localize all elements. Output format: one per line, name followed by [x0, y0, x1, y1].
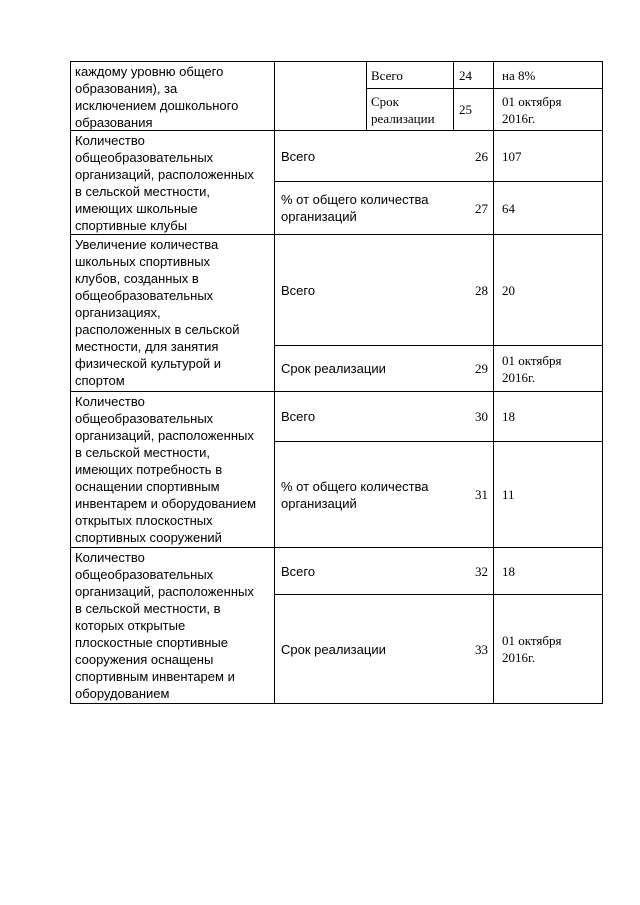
- r1-description: каждому уровню общего образования), за исключением дошкольного образования: [75, 64, 239, 130]
- r3-sub2-number: 29: [475, 361, 488, 376]
- r4-sub1-number: 30: [475, 409, 488, 424]
- r2-sub2-value: 64: [502, 200, 515, 216]
- r4-description: Количество общеобразовательных организаций, расположенных в сельской местности, имеющих потребность в оснащении спортивным инвентарем и оборудованием открытых плоскостных спортивных сооружений: [75, 394, 257, 545]
- r5-sub1-number: 32: [475, 563, 488, 579]
- r5-sub2-number: 33: [475, 641, 488, 657]
- table-divider-r1-b: [453, 61, 454, 130]
- r4-sub1-label: Всего: [281, 409, 316, 424]
- r2-sub1-label: Всего: [281, 148, 316, 164]
- r1-sub2-label: Срок реализации: [371, 93, 435, 126]
- r5-sub2-label: Срок реализации: [281, 641, 386, 657]
- r1-sub2-value: 01 октября 2016г.: [502, 93, 562, 126]
- r2-sub1-value: 107: [502, 148, 522, 164]
- r1-sub1-value: на 8%: [502, 67, 536, 83]
- r4-sub2-number: 31: [475, 487, 488, 502]
- r2-sub2-number: 27: [475, 200, 488, 216]
- r3-sub2-value: 01 октября 2016г.: [502, 352, 562, 385]
- table-border-bottom: [70, 703, 603, 704]
- r4-sub1-value: 18: [502, 409, 515, 424]
- r4-sub2-value: 11: [502, 487, 515, 502]
- r3-sub2-label: Срок реализации: [281, 361, 386, 376]
- r3-description: Увеличение количества школьных спортивных клубов, созданных в общеобразовательных организациях, расположенных в сельской местности, для занятия физической культурой и спортом: [75, 237, 240, 388]
- r1-sub2-number: 25: [459, 102, 472, 117]
- r5-sub1-value: 18: [502, 563, 515, 579]
- r1-sub1-label: Всего: [371, 67, 403, 83]
- r2-sub2-label: % от общего количества организаций: [281, 192, 429, 224]
- table-divider-desc: [274, 61, 275, 704]
- table-border-left: [70, 61, 71, 704]
- table-divider-r1-a: [366, 61, 367, 130]
- r4-sub2-label: % от общего количества организаций: [281, 478, 429, 511]
- r2-sub1-number: 26: [475, 148, 488, 164]
- r5-sub1-label: Всего: [281, 563, 316, 579]
- r3-sub1-label: Всего: [281, 282, 316, 298]
- r5-sub2-value: 01 октября 2016г.: [502, 633, 562, 665]
- r1-sub1-number: 24: [459, 67, 472, 83]
- r3-sub1-number: 28: [475, 282, 488, 298]
- table-divider-num: [493, 61, 494, 704]
- table-border-right: [602, 61, 603, 704]
- r3-sub1-value: 20: [502, 282, 515, 298]
- r2-description: Количество общеобразовательных организаций, расположенных в сельской местности, имеющих школьные спортивные клубы: [75, 133, 254, 233]
- r5-description: Количество общеобразовательных организаций, расположенных в сельской местности, в которых открытые плоскостные спортивные сооружения оснащены спортивным инвентарем и оборудованием: [75, 550, 254, 701]
